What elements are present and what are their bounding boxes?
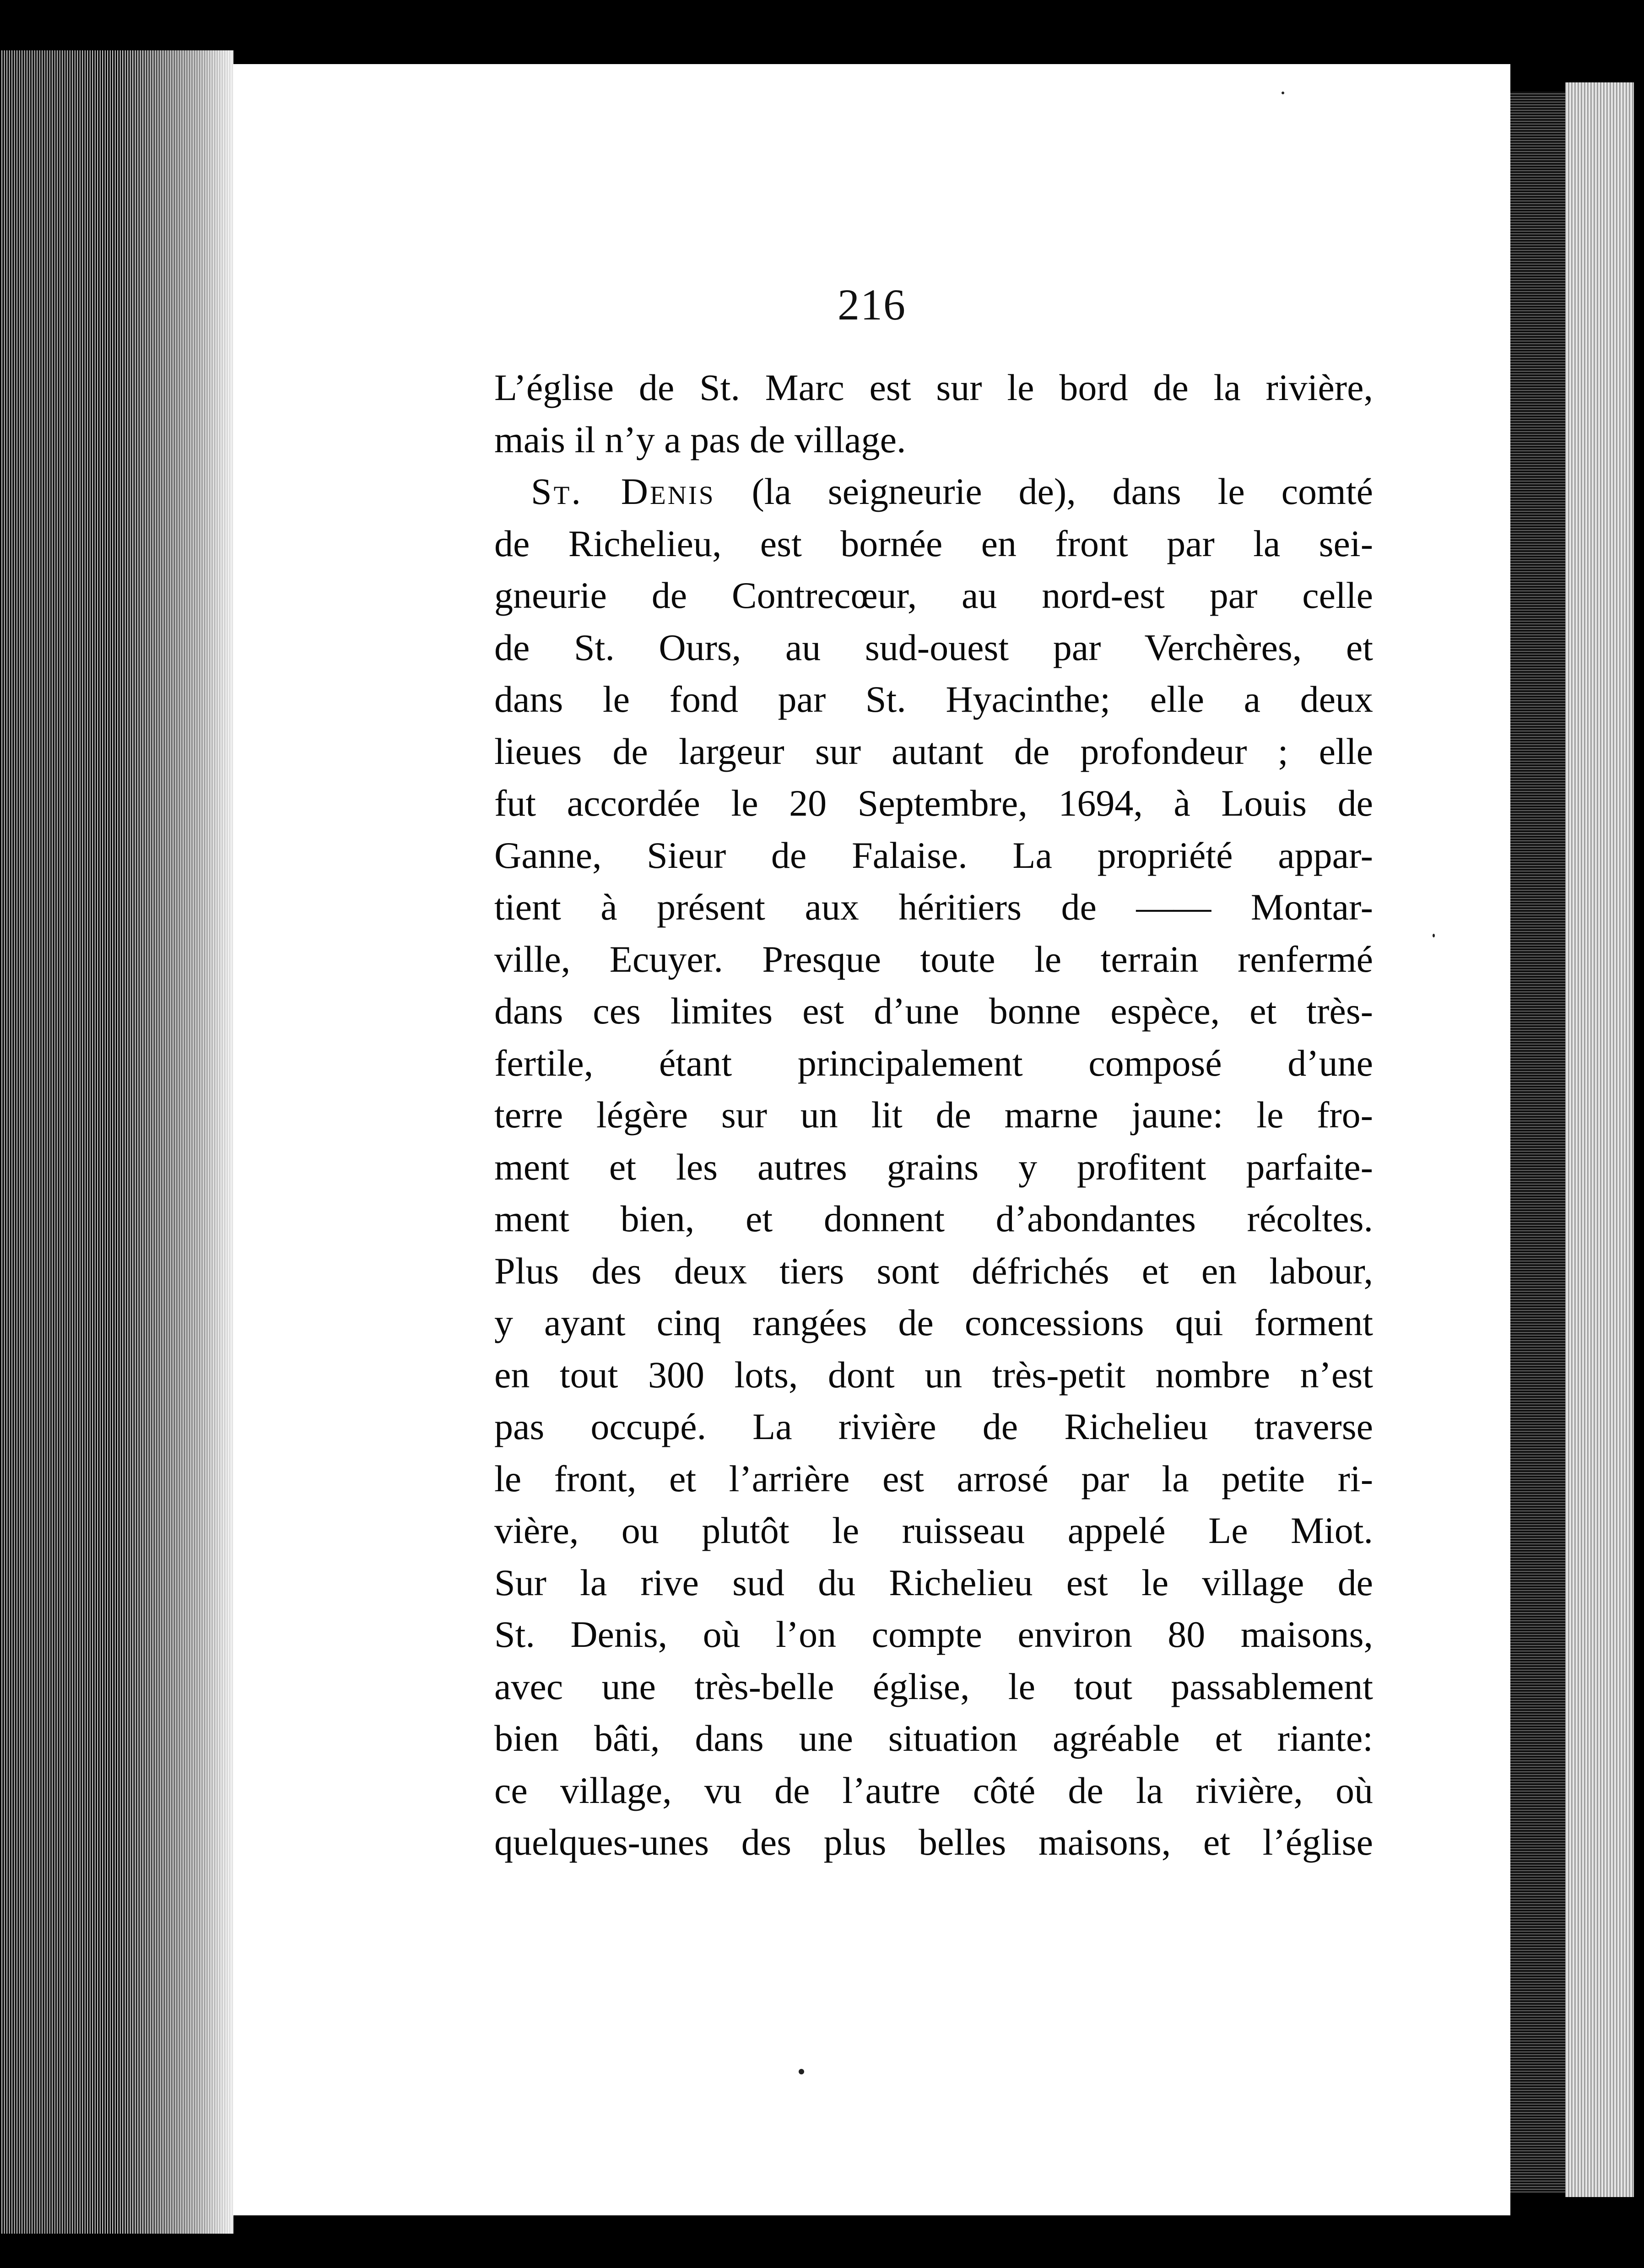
book-edge-right	[1510, 92, 1565, 2192]
text-line	[494, 466, 1373, 518]
text-line: tient à présent aux héritiers de —— Montar-	[494, 886, 1373, 928]
text-line: ment et les autres grains y profitent parfaite-	[494, 1146, 1373, 1188]
text-line: pas occupé. La rivière de Richelieu traverse	[494, 1406, 1373, 1447]
body-text	[494, 362, 1373, 1868]
book-edge-left-fade	[114, 50, 233, 2234]
text-line: bien bâti, dans une situation agréable et riante:	[494, 1717, 1373, 1759]
text-line: terre légère sur un lit de marne jaune: le fro-	[494, 1094, 1373, 1136]
text-line: dans le fond par St. Hyacinthe; elle a deux	[494, 678, 1373, 720]
text-line: St. Denis, où l’on compte environ 80 maisons,	[494, 1613, 1373, 1655]
text-line: L’église de St. Marc est sur le bord de la rivière,	[494, 367, 1373, 408]
text-line: de St. Ours, au sud-ouest par Verchères, et	[494, 626, 1373, 668]
text-line: fut accordée le 20 Septembre, 1694, à Louis de	[494, 782, 1373, 824]
text-line: de Richelieu, est bornée en front par la sei-	[494, 522, 1373, 564]
text-line: quelques-unes des plus belles maisons, et l’église	[494, 1821, 1373, 1863]
text-line: Ganne, Sieur de Falaise. La propriété appar-	[494, 834, 1373, 876]
text-line: vière, ou plutôt le ruisseau appelé Le Miot.	[494, 1510, 1373, 1551]
text-line: en tout 300 lots, dont un très-petit nombre n’est	[494, 1353, 1373, 1396]
text-line: dans ces limites est d’une bonne espèce, et très-	[494, 990, 1373, 1032]
text-line-rest: (la seigneurie de), dans le comté	[715, 471, 1373, 512]
text-line: ment bien, et donnent d’abondantes récoltes.	[494, 1198, 1373, 1240]
seigneurie-heading: St. Denis	[531, 471, 715, 512]
text-line: ce village, vu de l’autre côté de la rivière, où	[494, 1769, 1373, 1811]
text-line: mais il n’y a pas de village.	[494, 418, 906, 460]
page-number: 216	[838, 280, 906, 329]
ink-speck	[1433, 934, 1435, 937]
text-line: Sur la rive sud du Richelieu est le village de	[494, 1561, 1373, 1603]
text-line: y ayant cinq rangées de concessions qui forment	[494, 1302, 1373, 1343]
text-line: fertile, étant principalement composé d’une	[494, 1042, 1373, 1084]
text-line: Plus des deux tiers sont défrichés et en labour,	[494, 1250, 1373, 1292]
ink-speck	[1282, 92, 1284, 94]
text-line: gneurie de Contrecœur, au nord-est par celle	[494, 574, 1373, 616]
text-line: le front, et l’arrière est arrosé par la petite ri-	[494, 1457, 1373, 1499]
text-line: avec une très-belle église, le tout passablement	[494, 1665, 1373, 1707]
text-line: lieues de largeur sur autant de profondeur ; elle	[494, 730, 1373, 772]
book-edge-right-noise	[1565, 82, 1634, 2197]
book-page	[233, 64, 1510, 2215]
ink-speck	[799, 2069, 804, 2074]
text-line: ville, Ecuyer. Presque toute le terrain renfermé	[494, 938, 1373, 980]
